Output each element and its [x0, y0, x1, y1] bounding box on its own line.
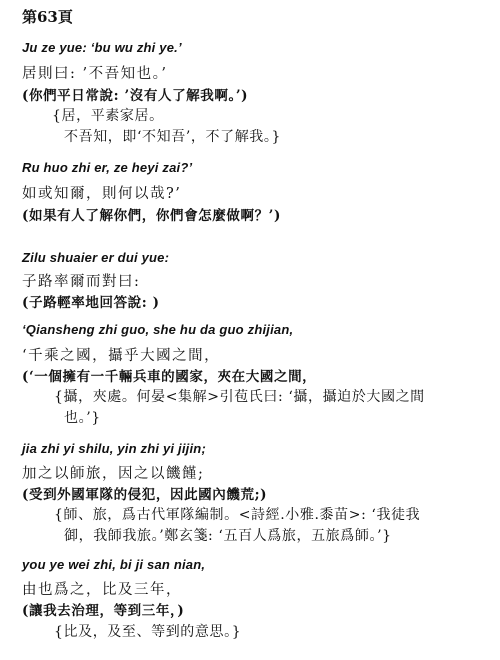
pinyin-line: Ru huo zhi er, ze heyi zai?’	[22, 160, 193, 175]
translation-line: (如果有人了解你們，你們會怎麼做啊？’)	[22, 208, 281, 224]
pinyin-line: Ju ze yue: ‘bu wu zhi ye.’	[22, 40, 182, 55]
note-line: 也。’}	[64, 410, 101, 426]
chinese-line: 加之以師旅，因之以饑饉;	[22, 466, 205, 482]
note-line: {比及，及至、等到的意思。}	[54, 624, 242, 640]
pinyin-line: Zilu shuaier er dui yue:	[22, 250, 170, 265]
translation-line: (受到外國軍隊的侵犯，因此國內饑荒;)	[22, 487, 268, 503]
note-line: {師、旅，爲古代軍隊編制。<詩經.小雅.黍苗>: ‘我徒我	[54, 507, 421, 523]
translation-line: (‘一個擁有一千輛兵車的國家，夾在大國之間，	[22, 369, 317, 385]
chinese-line: 居則曰: ’不吾知也。’	[22, 66, 168, 82]
chinese-line: 子路率爾而對曰:	[22, 274, 141, 290]
note-line: 御，我師我旅。’鄭玄箋: ‘五百人爲旅，五旅爲師。’}	[64, 528, 392, 544]
note-line: {攝，夾處。何晏<集解>引苞氏曰: ‘攝，攝迫於大國之間	[54, 389, 425, 405]
pinyin-line: ‘Qiansheng zhi guo, she hu da guo zhijian,	[22, 322, 294, 337]
chinese-line: 由也爲之，比及三年，	[22, 582, 182, 598]
pinyin-line: you ye wei zhi, bi ji san nian,	[22, 557, 206, 572]
translation-line: (讓我去治理，等到三年，)	[22, 603, 185, 619]
translation-line: (你們平日常說: ’沒有人了解我啊。’)	[22, 88, 249, 104]
chinese-line: 如或知爾，則何以哉?’	[22, 186, 182, 202]
note-line: 不吾知，即‘不知吾’，不了解我。}	[64, 129, 282, 145]
page-header: 第63頁	[22, 8, 73, 26]
translation-line: (子路輕率地回答說: )	[22, 295, 160, 311]
chinese-line: ‘千乘之國，攝乎大國之間，	[22, 348, 221, 364]
pinyin-line: jia zhi yi shilu, yin zhi yi jijin;	[22, 441, 206, 456]
note-line: {居，平素家居。	[52, 108, 164, 124]
